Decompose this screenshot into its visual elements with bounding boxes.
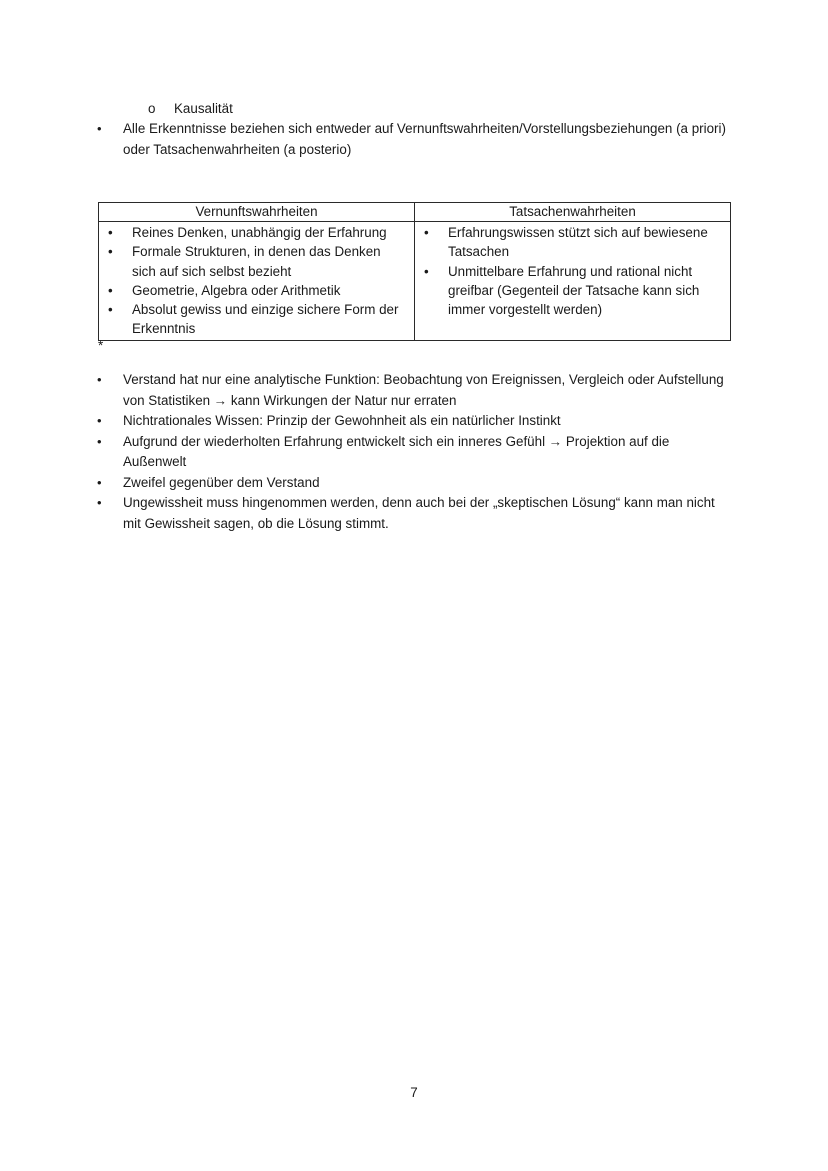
list-item-text: Unmittelbare Erfahrung und rational nicht greifbar (Gegenteil der Tatsache kann sich immer vorgestellt werden) [448, 263, 700, 318]
page-number: 7 [410, 1085, 418, 1100]
bullet-icon: • [97, 413, 102, 428]
bullet-icon: • [97, 372, 102, 387]
list-item [97, 493, 727, 534]
list-item [97, 411, 727, 432]
list-item-text: Zweifel gegenüber dem Verstand [123, 474, 320, 490]
bullet-icon: • [108, 302, 113, 318]
list-item [421, 223, 724, 262]
sub-list-item [148, 100, 233, 118]
comparison-table [98, 202, 731, 341]
list-item-text: Geometrie, Algebra oder Arithmetik [132, 282, 341, 298]
bullet-icon: • [97, 474, 102, 490]
list-item-text: Absolut gewiss und einzige sichere Form der Erkenntnis [132, 302, 399, 337]
footnote-asterisk: * [98, 338, 104, 353]
list-item [421, 262, 724, 320]
list-item-text: Alle Erkenntnisse beziehen sich entweder auf Vernunftswahrheiten/Vorstellungsbeziehungen (a priori) oder Tatsachenwahrheiten (a posterio) [123, 121, 726, 157]
header-tatsachenwahrheiten: Tatsachenwahrheiten [415, 203, 731, 222]
list-item-text: Aufgrund der wiederholten Erfahrung entwickelt sich ein inneres Gefühl → Projektion auf die Außenwelt [123, 433, 670, 469]
list-item [105, 242, 408, 281]
list-item-text: Reines Denken, unabhängig der Erfahrung [132, 225, 387, 240]
table-row [99, 222, 731, 341]
list-item [97, 370, 727, 411]
table-cell-left [99, 222, 415, 341]
bullet-list-bottom [97, 370, 727, 534]
bullet-icon: • [424, 263, 429, 279]
list-item [105, 223, 408, 242]
bullet-icon: • [97, 433, 102, 449]
header-vernunftswahrheiten: Vernunftswahrheiten [99, 203, 415, 222]
sub-list-item-text: Kausalität [174, 101, 233, 116]
bullet-icon: • [108, 244, 113, 260]
list-item [105, 281, 408, 300]
list-item [97, 432, 727, 473]
list-item-text: Nichtrationales Wissen: Prinzip der Gewohnheit als ein natürlicher Instinkt [123, 413, 561, 428]
table-cell-right [415, 222, 731, 341]
list-item [97, 473, 727, 494]
bullet-icon: • [97, 495, 102, 510]
bullet-icon: • [108, 282, 113, 298]
bullet-list-top [97, 119, 727, 160]
bullet-icon: • [424, 225, 429, 240]
list-item [105, 300, 408, 339]
circle-bullet-icon: o [148, 101, 156, 116]
table-header-row [99, 203, 731, 222]
bullet-icon: • [108, 225, 113, 240]
bullet-icon: • [97, 121, 102, 136]
list-item-text: Erfahrungswissen stützt sich auf bewiesene Tatsachen [448, 225, 708, 260]
list-item-text: Formale Strukturen, in denen das Denken sich auf sich selbst bezieht [132, 244, 381, 279]
list-item-text: Ungewissheit muss hingenommen werden, denn auch bei der „skeptischen Lösung“ kann man nicht mit Gewissheit sagen, ob die Lösung stimmt. [123, 495, 715, 531]
list-item-text: Verstand hat nur eine analytische Funktion: Beobachtung von Ereignissen, Vergleich oder Aufstellung von Statistiken → kann Wirkungen der Natur nur erraten [123, 372, 724, 408]
list-item [97, 119, 727, 160]
